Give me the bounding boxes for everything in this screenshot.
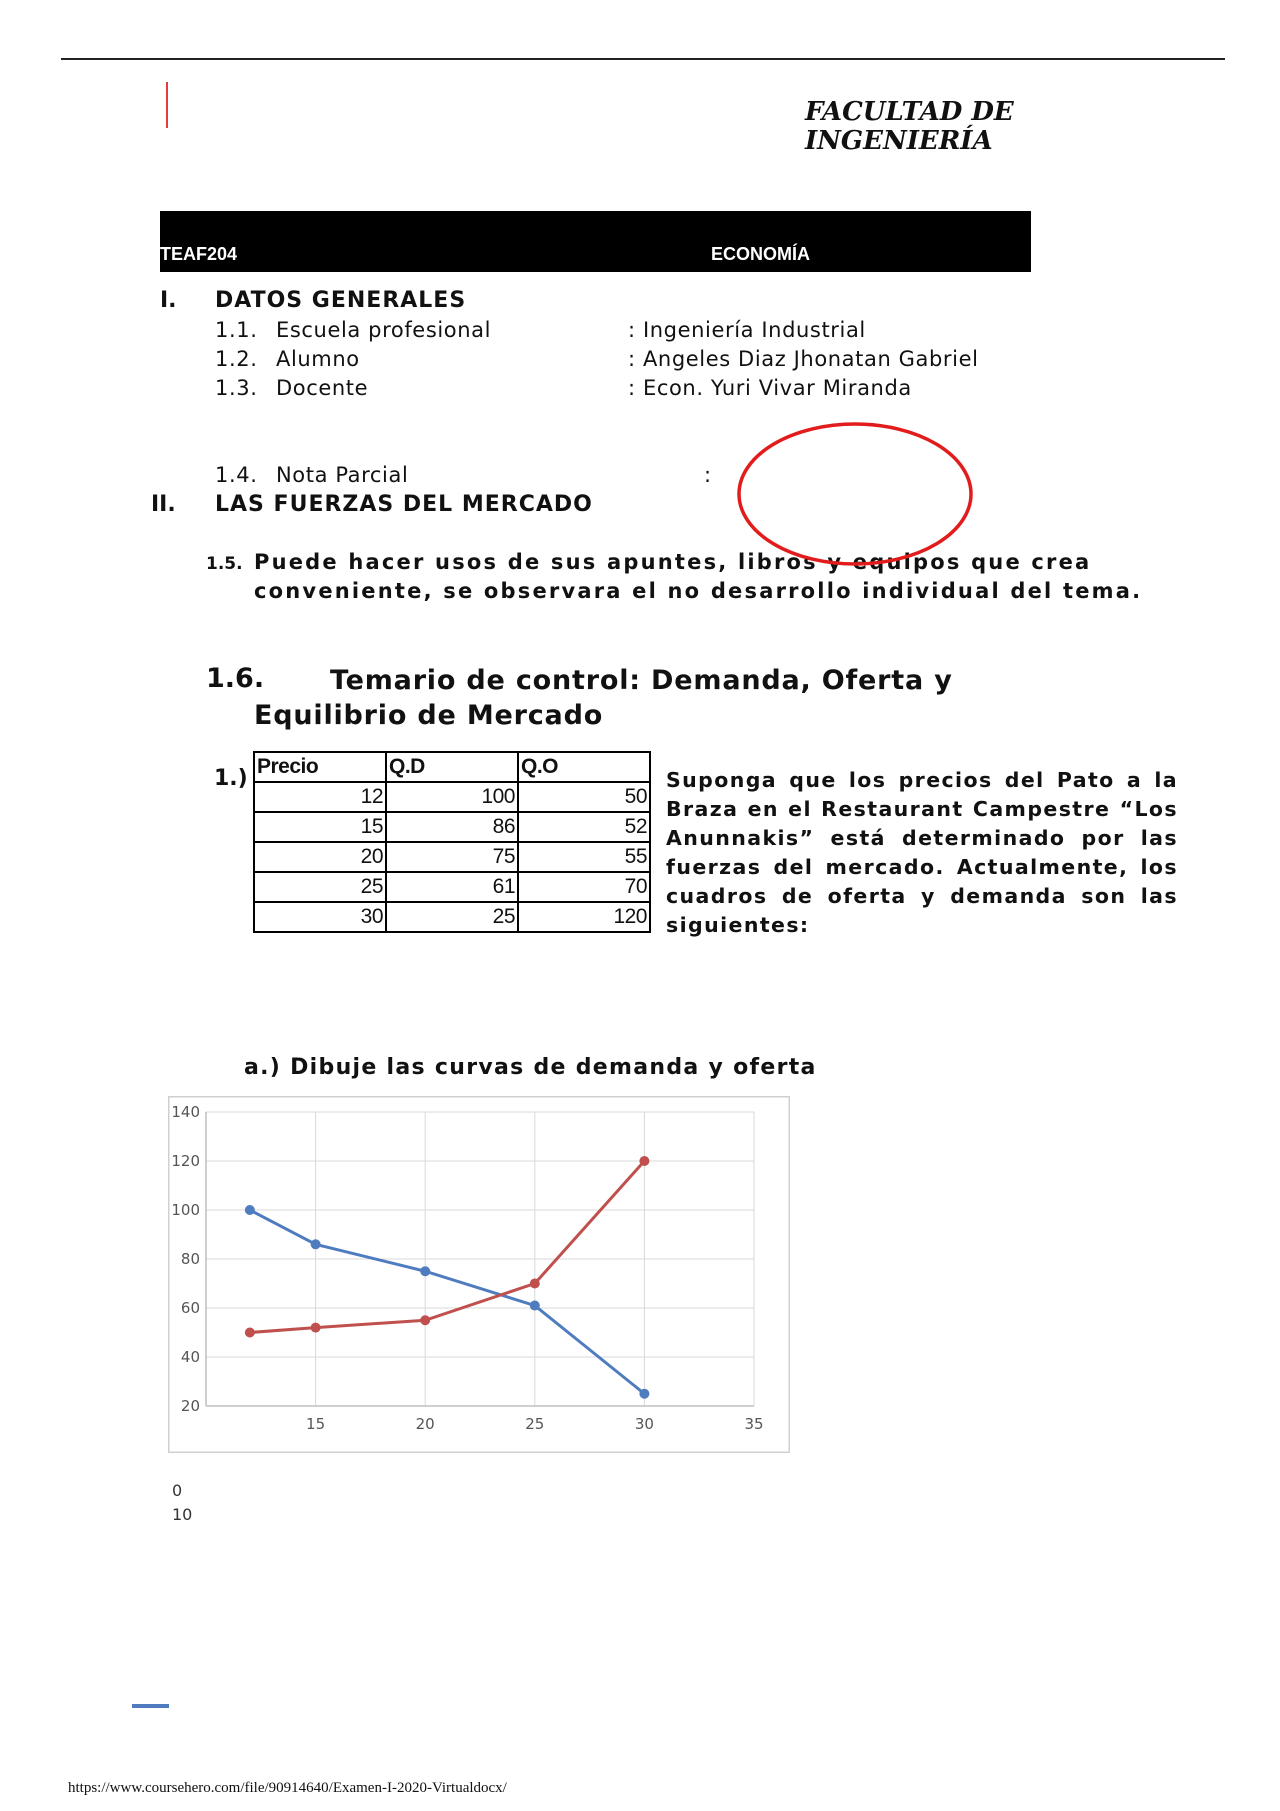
data-point xyxy=(420,1266,430,1276)
temario-number: 1.6. xyxy=(206,663,265,694)
table-cell: 61 xyxy=(386,872,518,902)
y-tick-label: 120 xyxy=(171,1152,200,1170)
row-value: : Ingeniería Industrial xyxy=(628,318,866,342)
table-row xyxy=(254,872,650,902)
source-url: https://www.coursehero.com/file/90914640/Examen-I-2020-Virtualdocx/ xyxy=(68,1780,507,1796)
table-cell: 120 xyxy=(518,902,650,932)
data-point xyxy=(639,1389,649,1399)
x-tick-label: 15 xyxy=(306,1415,326,1433)
section-2-title: LAS FUERZAS DEL MERCADO xyxy=(215,492,593,517)
instructions-text: Puede hacer usos de sus apuntes, libros y equipos que crea conveniente, se observara el no desarrollo individual del tema. xyxy=(254,550,1143,603)
table-cell: 12 xyxy=(254,782,386,812)
data-point xyxy=(420,1315,430,1325)
data-point xyxy=(530,1301,540,1311)
chart-frame xyxy=(169,1097,790,1453)
data-point xyxy=(245,1328,255,1338)
course-bar xyxy=(160,211,1031,272)
table-row xyxy=(254,812,650,842)
section-1-number: I. xyxy=(160,288,177,313)
question-number: 1.) xyxy=(214,766,248,791)
column-header-qo: Q.O xyxy=(518,752,650,782)
instructions-number: 1.5. xyxy=(206,554,243,574)
table-cell: 55 xyxy=(518,842,650,872)
row-value: : xyxy=(704,463,712,487)
y-tick-label: 60 xyxy=(180,1299,200,1317)
row-value: : Econ. Yuri Vivar Miranda xyxy=(628,376,912,400)
column-header-qd: Q.D xyxy=(386,752,518,782)
x-tick-label: 20 xyxy=(415,1415,435,1433)
grade-circle xyxy=(735,420,975,570)
row-number: 1.2. xyxy=(215,347,258,371)
data-point xyxy=(530,1279,540,1289)
problem-statement: Suponga que los precios del Pato a la Braza en el Restaurant Campestre “Los Anunnakis” está determinado por las fuerzas del mercado. Actualmente, los cuadros de oferta y demanda son las siguientes: xyxy=(666,768,1178,937)
table-header-row xyxy=(254,752,650,782)
y-tick-label: 140 xyxy=(171,1103,200,1121)
row-label: Docente xyxy=(276,376,369,400)
data-point xyxy=(311,1323,321,1333)
table-cell: 25 xyxy=(254,872,386,902)
row-label: Alumno xyxy=(276,347,360,371)
y-tick-label: 100 xyxy=(171,1201,200,1219)
chart-title: a.) Dibuje las curvas de demanda y oferta xyxy=(244,1055,817,1080)
course-name: ECONOMÍA xyxy=(711,244,810,264)
table-row xyxy=(254,782,650,812)
y-tick-label: 40 xyxy=(180,1348,200,1366)
table-cell: 86 xyxy=(386,812,518,842)
extra-axis-label: 10 xyxy=(172,1505,193,1524)
table-cell: 52 xyxy=(518,812,650,842)
table-cell: 15 xyxy=(254,812,386,842)
table-cell: 30 xyxy=(254,902,386,932)
row-number: 1.3. xyxy=(215,376,258,400)
price-quantity-table xyxy=(253,751,651,933)
logo-mark xyxy=(166,82,168,128)
section-2-number: II. xyxy=(151,492,176,517)
x-tick-label: 35 xyxy=(744,1415,764,1433)
table-cell: 25 xyxy=(386,902,518,932)
row-value: : Angeles Diaz Jhonatan Gabriel xyxy=(628,347,979,371)
x-tick-label: 30 xyxy=(634,1415,654,1433)
y-tick-label: 80 xyxy=(180,1250,200,1268)
top-rule xyxy=(61,58,1225,60)
faculty-title xyxy=(805,98,1065,156)
grade-circle-shape xyxy=(739,424,971,564)
table-cell: 75 xyxy=(386,842,518,872)
temario-lead: Temario xyxy=(330,665,457,696)
footer-mark xyxy=(132,1704,169,1708)
column-header-precio: Precio xyxy=(254,752,386,782)
x-tick-label: 25 xyxy=(525,1415,545,1433)
faculty-line-1: FACULTAD DE xyxy=(805,97,1014,127)
course-code: TEAF204 xyxy=(160,244,238,264)
row-number: 1.1. xyxy=(215,318,258,342)
table-cell: 100 xyxy=(386,782,518,812)
faculty-line-2: INGENIERÍA xyxy=(805,126,993,156)
row-label: Nota Parcial xyxy=(276,463,409,487)
data-point xyxy=(311,1239,321,1249)
table-cell: 70 xyxy=(518,872,650,902)
table-row xyxy=(254,902,650,932)
table-row xyxy=(254,842,650,872)
section-1-title: DATOS GENERALES xyxy=(215,288,467,313)
data-point xyxy=(639,1156,649,1166)
data-point xyxy=(245,1205,255,1215)
instructions xyxy=(206,548,1156,603)
row-label: Escuela profesional xyxy=(276,318,492,342)
temario-text: de control: Demanda, Oferta y Equilibrio de Mercado xyxy=(254,665,953,731)
table-cell: 20 xyxy=(254,842,386,872)
extra-axis-label: 0 xyxy=(172,1481,183,1500)
temario-heading xyxy=(254,663,1114,733)
supply-demand-chart xyxy=(168,1096,790,1453)
y-tick-label: 20 xyxy=(180,1397,200,1415)
row-number: 1.4. xyxy=(215,463,258,487)
table-cell: 50 xyxy=(518,782,650,812)
